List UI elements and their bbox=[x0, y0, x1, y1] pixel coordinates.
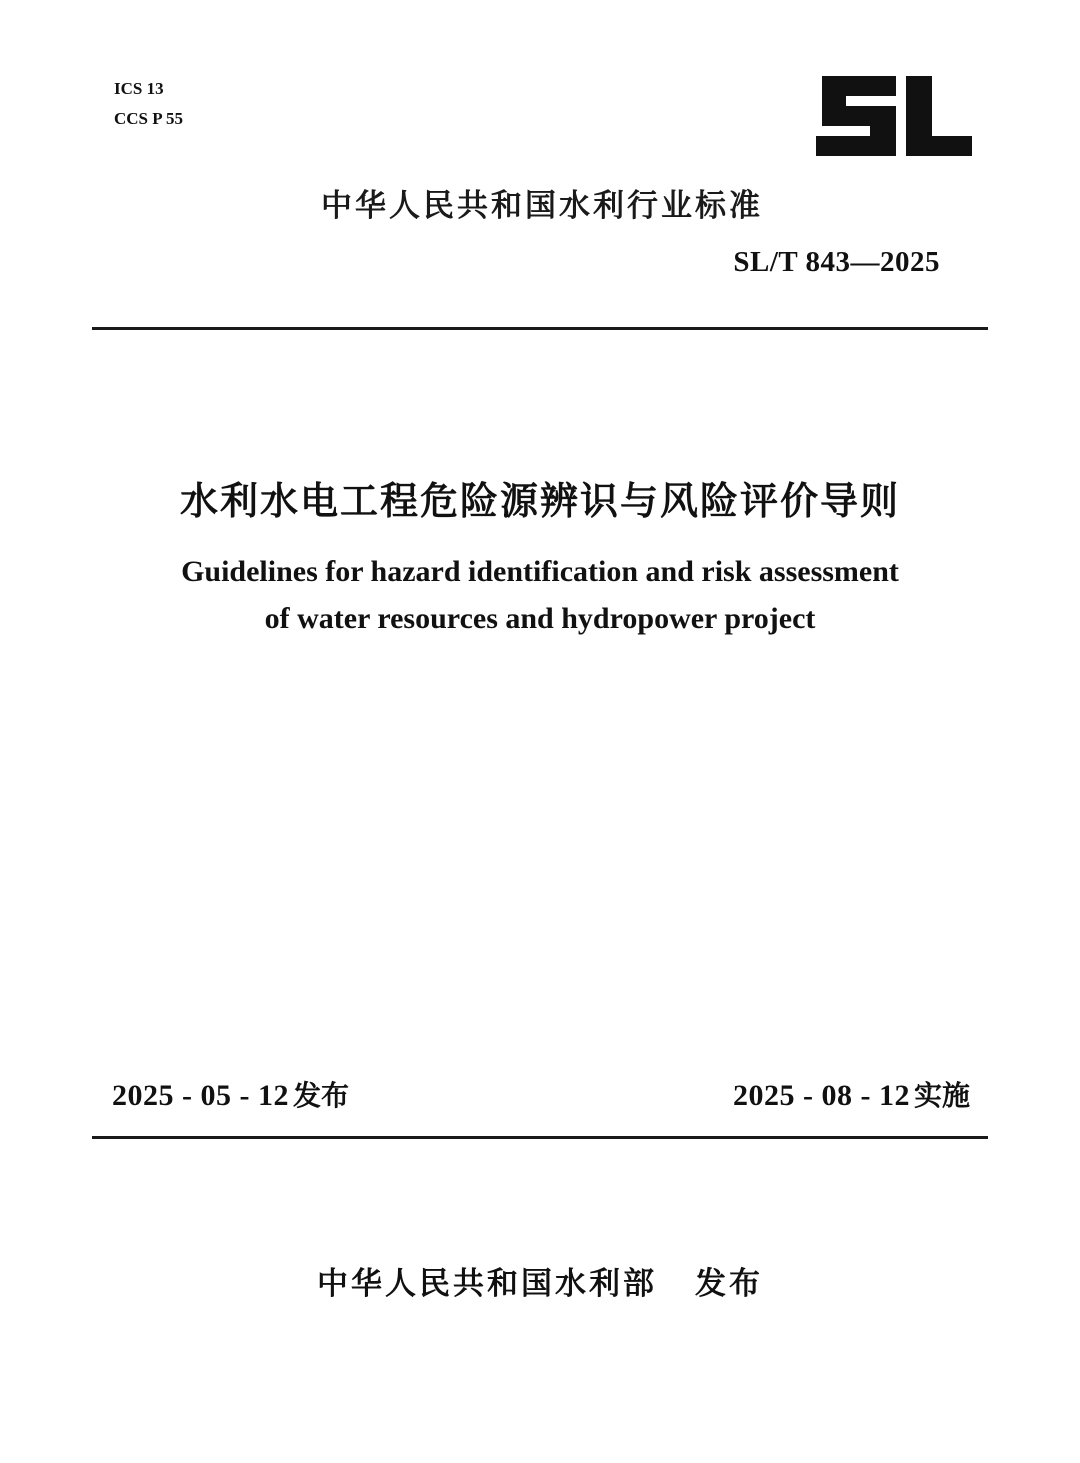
issue-date-block bbox=[112, 1074, 349, 1114]
standard-type: 中华人民共和国水利行业标准 bbox=[321, 188, 763, 224]
publisher-action: 发布 bbox=[695, 1266, 763, 1302]
classification-codes bbox=[114, 74, 183, 134]
publisher-block bbox=[0, 1258, 1080, 1303]
standard-code: SL/T 843—2025 bbox=[733, 246, 940, 278]
title-chinese: 水利水电工程危险源辨识与风险评价导则 bbox=[179, 479, 900, 523]
ics-code: ICS 13 bbox=[114, 79, 164, 98]
ccs-code: CCS P 55 bbox=[114, 109, 183, 128]
title-english-line1: Guidelines for hazard identification and risk assessment bbox=[181, 555, 899, 588]
publisher-name: 中华人民共和国水利部 bbox=[317, 1266, 657, 1302]
implement-date-block bbox=[733, 1074, 970, 1114]
bottom-divider bbox=[92, 1136, 988, 1139]
sl-logo-l bbox=[906, 76, 972, 156]
top-divider bbox=[92, 327, 988, 330]
issue-label: 发布 bbox=[292, 1079, 349, 1112]
title-english bbox=[0, 548, 1080, 642]
title-english-line2: of water resources and hydropower project bbox=[264, 602, 816, 635]
sl-logo-s bbox=[816, 76, 896, 156]
implement-label: 实施 bbox=[913, 1079, 970, 1112]
implement-date: 2025 - 08 - 12 bbox=[733, 1079, 910, 1112]
sl-logo bbox=[812, 72, 974, 160]
issue-date: 2025 - 05 - 12 bbox=[112, 1079, 289, 1112]
